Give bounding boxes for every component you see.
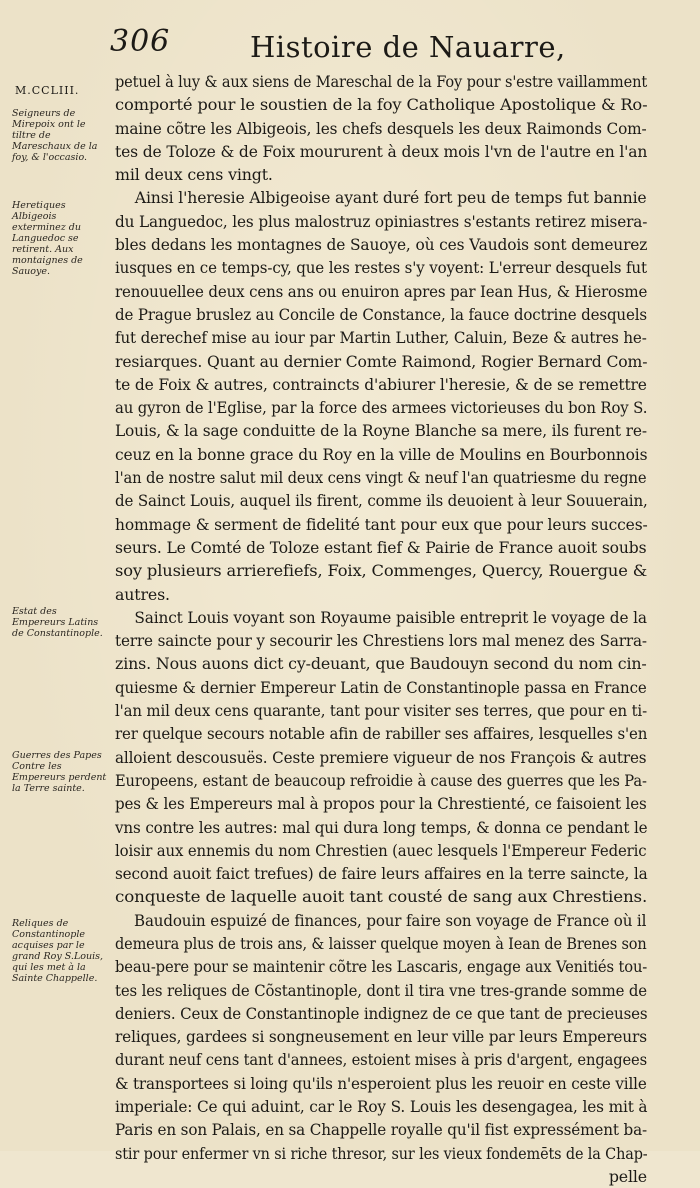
text-line: beau-pere pour se maintenir cõtre les Lascaris, engage aux Venitiés tou-	[115, 957, 648, 977]
text-line: tes les reliques de Cõstantinople, dont il tira vne tres-grande somme de	[115, 980, 647, 1000]
text-line: ceuz en la bonne grace du Roy en la ville de Moulins en Bourbonnois	[115, 444, 648, 464]
text-line: Baudouin espuizé de finances, pour faire son voyage de France où il	[134, 910, 647, 930]
text-line: pes & les Empereurs mal à propos pour la Chrestienté, ce faisoient les	[115, 794, 647, 814]
margin-note: Estat des Empereurs Latins de Constantinople.	[12, 606, 103, 639]
text-line: Louis, & la sage conduitte de la Royne Blanche sa mere, ils furent re-	[115, 421, 647, 441]
text-line: de Sainct Louis, auquel ils firent, comme ils deuoient à leur Souuerain,	[115, 491, 648, 511]
margin-note: Guerres des Papes Contre les Empereurs perdent la Terre sainte.	[12, 750, 107, 794]
text-line: Europeens, estant de beaucoup refroidie à cause des guerres que les Pa-	[115, 770, 647, 790]
text-line: hommage & serment de fidelité tant pour eux que pour leurs succes-	[115, 514, 648, 534]
text-line: de Prague bruslez au Concile de Constance, la fauce doctrine desquels	[115, 304, 647, 324]
text-line: mil deux cens vingt.	[115, 165, 273, 185]
text-line: iusques en ce temps-cy, que les restes s'y voyent: L'erreur desquels fut	[115, 258, 647, 278]
text-line: loisir aux ennemis du nom Chrestien (auec lesquels l'Empereur Federic	[115, 840, 647, 860]
text-line: autres.	[115, 584, 170, 604]
text-line: l'an mil deux cens quarante, tant pour visiter ses terres, que pour en ti-	[115, 701, 647, 721]
text-line: Paris en son Palais, en sa Chappelle royalle qu'il fist expressément ba-	[115, 1120, 648, 1140]
text-line: durant neuf cens tant d'annees, estoient mises à pris d'argent, engagees	[115, 1050, 647, 1070]
text-line: alloient descousuës. Ceste premiere vigueur de nos François & autres	[115, 747, 647, 767]
text-line: terre saincte pour y secourir les Chrestiens lors mal menez des Sarra-	[115, 631, 647, 651]
text-line: quiesme & dernier Empereur Latin de Constantinople passa en France	[115, 677, 647, 697]
margin-note: Reliques de Constantinople acquises par le grand Roy S.Louis, qui les met à la Sainte Chappelle.	[12, 918, 104, 984]
running-title: Histoire de Nauarre,	[250, 30, 566, 64]
text-line: resiarques. Quant au dernier Comte Raimond, Rogier Bernard Com-	[115, 351, 648, 371]
text-line: petuel à luy & aux siens de Mareschal de la Foy pour s'estre vaillamment	[115, 72, 648, 91]
text-line: soy plusieurs arrierefiefs, Foix, Commenges, Quercy, Rouergue &	[115, 561, 648, 581]
text-line: l'an de nostre salut mil deux cens vingt & neuf l'an quatriesme du regne	[115, 468, 647, 488]
text-line: demeura plus de trois ans, & laisser quelque moyen à Iean de Brenes son	[115, 933, 647, 953]
text-line: zins. Nous auons dict cy-deuant, que Baudouyn second du nom cin-	[115, 654, 647, 674]
text-line: Sainct Louis voyant son Royaume paisible entreprit le voyage de la	[134, 607, 647, 627]
text-line: bles dedans les montagnes de Sauoye, où ces Vaudois sont demeurez	[115, 235, 648, 255]
text-line: conqueste de laquelle auoit tant cousté de sang aux Chrestiens.	[115, 887, 648, 907]
text-line: deniers. Ceux de Constantinople indignez de ce que tant de precieuses	[115, 1003, 648, 1023]
text-line: seurs. Le Comté de Toloze estant fief & Pairie de France auoit soubs	[115, 537, 647, 557]
text-line: renouuellee deux cens ans ou enuiron apres par Iean Hus, & Hierosme	[115, 281, 648, 301]
text-line: reliques, gardees si songneusement en leur ville par leurs Empereurs	[115, 1027, 647, 1047]
text-line: maine cõtre les Albigeois, les chefs desquels les deux Raimonds Com-	[115, 118, 647, 138]
margin-note: Heretiques Albigeois exterminez du Languedoc se retirent. Aux montaignes de Sauoye.	[12, 200, 83, 277]
body-text	[115, 70, 647, 1188]
catchword: pelle	[608, 1166, 647, 1186]
text-line: comporté pour le soustien de la foy Catholique Apostolique & Ro-	[115, 95, 648, 115]
year-mark: M.CCLIII.	[15, 84, 80, 97]
text-line: imperiale: Ce qui aduint, car le Roy S. Louis les desengagea, les mit à	[115, 1097, 648, 1117]
text-line: du Languedoc, les plus malostruz opiniastres s'estants retirez misera-	[115, 211, 648, 231]
text-line: au gyron de l'Eglise, par la force des armees victorieuses du bon Roy S.	[115, 398, 648, 418]
text-line: tes de Toloze & de Foix moururent à deux mois l'vn de l'autre en l'an	[115, 141, 648, 161]
text-line: fut derechef mise au iour par Martin Luther, Caluin, Beze & autres he-	[115, 328, 647, 348]
page-number: 306	[110, 24, 171, 59]
text-line: te de Foix & autres, contraincts d'abiurer l'heresie, & de se remettre	[115, 374, 647, 394]
text-line: & transportees si loing qu'ils n'esperoient plus les reuoir en ceste ville	[115, 1073, 647, 1093]
text-line: vns contre les autres: mal qui dura long temps, & donna ce pendant le	[115, 817, 648, 837]
text-line: stir pour enfermer vn si riche thresor, sur les vieux fondemēts de la Chap-	[115, 1143, 648, 1163]
text-line: rer quelque secours notable afin de rabiller ses affaires, lesquelles s'en	[115, 724, 648, 744]
text-line: Ainsi l'heresie Albigeoise ayant duré fort peu de temps fut bannie	[134, 188, 647, 208]
page-header	[0, 22, 700, 70]
margin-note: Seigneurs de Mirepoix ont le tiltre de Mareschaux de la foy, & l'occasio.	[12, 108, 98, 163]
text-line: second auoit faict trefues) de faire leurs affaires en la terre saincte, la	[115, 864, 648, 884]
